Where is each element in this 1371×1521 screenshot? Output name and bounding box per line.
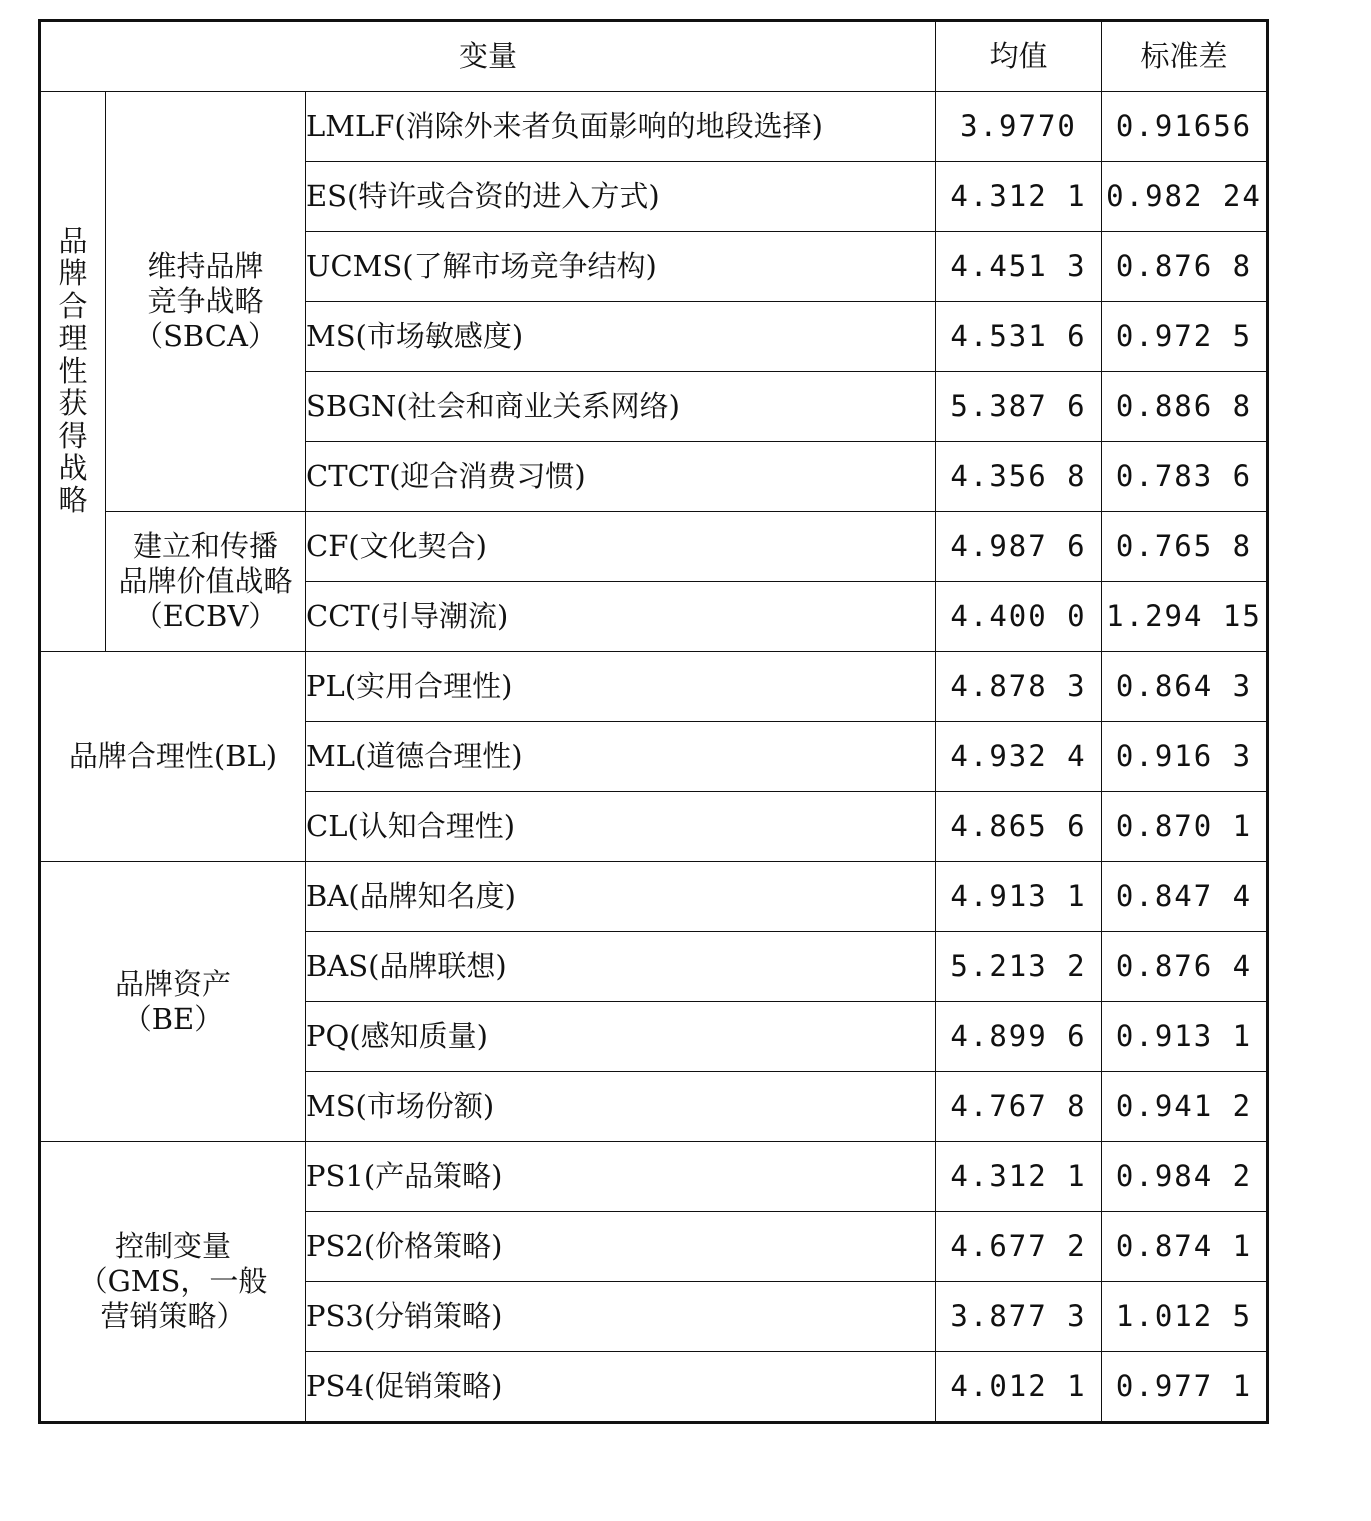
mean-cell: 4.531 6	[936, 302, 1102, 372]
variable-cell: PL(实用合理性)	[306, 652, 936, 722]
variable-cell: PQ(感知质量)	[306, 1002, 936, 1072]
sd-cell: 0.847 4	[1102, 862, 1268, 932]
mean-cell: 4.451 3	[936, 232, 1102, 302]
mean-cell: 5.213 2	[936, 932, 1102, 1002]
variable-cell: BA(品牌知名度)	[306, 862, 936, 932]
mean-cell: 4.932 4	[936, 722, 1102, 792]
variable-cell: PS4(促销策略)	[306, 1352, 936, 1423]
sd-cell: 0.874 1	[1102, 1212, 1268, 1282]
group-acquisition-strategy	[40, 92, 106, 652]
mean-cell: 4.012 1	[936, 1352, 1102, 1423]
mean-cell: 4.878 3	[936, 652, 1102, 722]
sd-cell: 0.977 1	[1102, 1352, 1268, 1423]
variable-cell: CF(文化契合)	[306, 512, 936, 582]
subgroup-sbca-label: 维持品牌 竞争战略 （SBCA）	[134, 249, 277, 353]
group-acquisition-label: 品牌合理性获得战略	[58, 223, 88, 518]
variable-cell: UCMS(了解市场竞争结构)	[306, 232, 936, 302]
mean-cell: 4.312 1	[936, 1142, 1102, 1212]
sd-cell: 0.941 2	[1102, 1072, 1268, 1142]
subgroup-ecbv	[106, 512, 306, 652]
group-brand-equity	[40, 862, 306, 1142]
header-sd: 标准差	[1102, 21, 1268, 92]
sd-cell: 0.886 8	[1102, 372, 1268, 442]
mean-cell: 4.899 6	[936, 1002, 1102, 1072]
variable-cell: PS2(价格策略)	[306, 1212, 936, 1282]
variable-cell: LMLF(消除外来者负面影响的地段选择)	[306, 92, 936, 162]
group-brand-legitimacy	[40, 652, 306, 862]
sd-cell: 0.864 3	[1102, 652, 1268, 722]
variable-cell: MS(市场敏感度)	[306, 302, 936, 372]
subgroup-ecbv-label: 建立和传播 品牌价值战略 （ECBV）	[118, 529, 293, 633]
variable-cell: BAS(品牌联想)	[306, 932, 936, 1002]
group-be-label: 品牌资产 （BE）	[114, 966, 231, 1036]
variable-cell: ML(道德合理性)	[306, 722, 936, 792]
group-gms-label: 控制变量 （GMS，一般 营销策略）	[78, 1229, 268, 1333]
mean-cell: 4.400 0	[936, 582, 1102, 652]
table-row	[40, 92, 1268, 162]
sd-cell: 0.972 5	[1102, 302, 1268, 372]
group-control-variables	[40, 1142, 306, 1423]
mean-cell: 4.677 2	[936, 1212, 1102, 1282]
header-row	[40, 21, 1268, 92]
sd-cell: 0.876 8	[1102, 232, 1268, 302]
sd-cell: 0.783 6	[1102, 442, 1268, 512]
sd-cell: 0.982 24	[1102, 162, 1268, 232]
mean-cell: 4.865 6	[936, 792, 1102, 862]
mean-cell: 4.987 6	[936, 512, 1102, 582]
mean-cell: 3.9770	[936, 92, 1102, 162]
table-row	[40, 652, 1268, 722]
sd-cell: 0.876 4	[1102, 932, 1268, 1002]
mean-cell: 3.877 3	[936, 1282, 1102, 1352]
header-mean: 均值	[936, 21, 1102, 92]
mean-cell: 4.913 1	[936, 862, 1102, 932]
variable-cell: CL(认知合理性)	[306, 792, 936, 862]
statistics-table	[38, 19, 1269, 1424]
mean-cell: 5.387 6	[936, 372, 1102, 442]
mean-cell: 4.356 8	[936, 442, 1102, 512]
variable-cell: CTCT(迎合消费习惯)	[306, 442, 936, 512]
variable-cell: ES(特许或合资的进入方式)	[306, 162, 936, 232]
sd-cell: 0.916 3	[1102, 722, 1268, 792]
sd-cell: 0.870 1	[1102, 792, 1268, 862]
variable-cell: PS1(产品策略)	[306, 1142, 936, 1212]
table-row	[40, 862, 1268, 932]
subgroup-sbca	[106, 92, 306, 512]
variable-cell: SBGN(社会和商业关系网络)	[306, 372, 936, 442]
mean-cell: 4.767 8	[936, 1072, 1102, 1142]
header-variable: 变量	[40, 21, 936, 92]
sd-cell: 0.913 1	[1102, 1002, 1268, 1072]
sd-cell: 0.984 2	[1102, 1142, 1268, 1212]
table-row	[40, 1142, 1268, 1212]
sd-cell: 0.765 8	[1102, 512, 1268, 582]
mean-cell: 4.312 1	[936, 162, 1102, 232]
table-row	[40, 512, 1268, 582]
sd-cell: 0.91656	[1102, 92, 1268, 162]
sd-cell: 1.294 15	[1102, 582, 1268, 652]
variable-cell: MS(市场份额)	[306, 1072, 936, 1142]
variable-cell: CCT(引导潮流)	[306, 582, 936, 652]
variable-cell: PS3(分销策略)	[306, 1282, 936, 1352]
group-bl-label: 品牌合理性(BL)	[68, 739, 278, 774]
sd-cell: 1.012 5	[1102, 1282, 1268, 1352]
